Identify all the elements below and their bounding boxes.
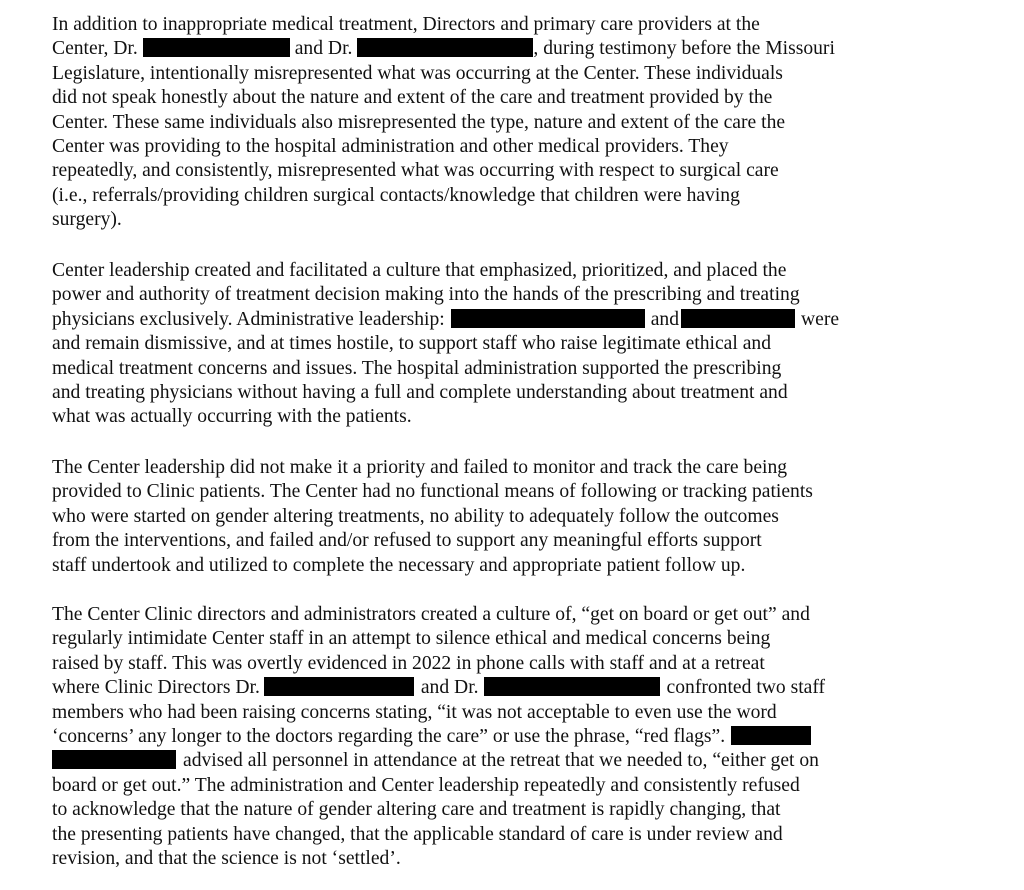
- text-segment: ‘concerns’ any longer to the doctors regarding the care” or use the phrase, “red flags”.: [52, 725, 726, 747]
- text-segment: physicians exclusively. Administrative leadership:: [52, 308, 445, 330]
- text-line: repeatedly, and consistently, misrepresented what was occurring with respect to surgical care: [52, 160, 779, 182]
- redaction-box: [52, 750, 176, 769]
- redaction-box: [484, 677, 660, 696]
- text-line: [52, 308, 1012, 332]
- text-segment: Center, Dr.: [52, 38, 138, 60]
- text-line: board or get out.” The administration and Center leadership repeatedly and consistently refused: [52, 774, 800, 796]
- text-line: In addition to inappropriate medical treatment, Directors and primary care providers at the: [52, 14, 760, 35]
- text-line: who were started on gender altering treatments, no ability to adequately follow the outcomes: [52, 505, 779, 527]
- text-segment: and Dr.: [420, 677, 479, 699]
- redaction-box: [731, 726, 811, 745]
- text-segment: where Clinic Directors Dr.: [52, 677, 260, 699]
- text-line: (i.e., referrals/providing children surgical contacts/knowledge that children were having: [52, 184, 740, 206]
- redaction-box: [357, 38, 533, 57]
- text-line: Center. These same individuals also misrepresented the type, nature and extent of the care the: [52, 111, 786, 133]
- text-line: from the interventions, and failed and/or refused to support any meaningful efforts support: [52, 530, 762, 552]
- text-segment: and: [650, 308, 679, 330]
- text-line: The Center leadership did not make it a priority and failed to monitor and track the care being: [52, 457, 788, 478]
- text-line: what was actually occurring with the patients.: [52, 406, 412, 428]
- paragraph-1: [52, 13, 1012, 233]
- text-line: [52, 37, 1012, 61]
- text-line: Center leadership created and facilitated a culture that emphasized, prioritized, and placed the: [52, 260, 787, 281]
- redaction-box: [681, 309, 795, 328]
- text-line: and remain dismissive, and at times hostile, to support staff who raise legitimate ethical and: [52, 333, 771, 355]
- text-segment: and Dr.: [294, 38, 353, 60]
- text-line: regularly intimidate Center staff in an attempt to silence ethical and medical concerns being: [52, 628, 771, 650]
- text-line: [52, 676, 1012, 700]
- redaction-box: [264, 677, 414, 696]
- paragraph-4: [52, 603, 1012, 871]
- text-line: [52, 749, 1012, 773]
- text-segment: confronted two staff: [666, 677, 826, 699]
- text-line: staff undertook and utilized to complete the necessary and appropriate patient follow up.: [52, 554, 746, 576]
- text-line: provided to Clinic patients. The Center had no functional means of following or tracking patients: [52, 481, 813, 503]
- redaction-box: [451, 309, 645, 328]
- text-line: The Center Clinic directors and administrators created a culture of, “get on board or get out” and: [52, 604, 810, 625]
- redaction-box: [143, 38, 290, 57]
- text-line: power and authority of treatment decision making into the hands of the prescribing and treating: [52, 284, 800, 306]
- text-segment: , during testimony before the Missouri: [533, 38, 835, 60]
- text-line: raised by staff. This was overtly evidenced in 2022 in phone calls with staff and at a retreat: [52, 652, 765, 674]
- text-segment: advised all personnel in attendance at the retreat that we needed to, “either get on: [183, 750, 819, 772]
- text-line: members who had been raising concerns stating, “it was not acceptable to even use the word: [52, 701, 777, 723]
- text-line: Legislature, intentionally misrepresented what was occurring at the Center. These individuals: [52, 62, 783, 84]
- text-line: Center was providing to the hospital administration and other medical providers. They: [52, 135, 729, 157]
- text-line: medical treatment concerns and issues. The hospital administration supported the prescribing: [52, 357, 782, 379]
- text-line: and treating physicians without having a full and complete understanding about treatment and: [52, 381, 788, 403]
- text-line: surgery).: [52, 209, 122, 231]
- text-line: did not speak honestly about the nature and extent of the care and treatment provided by the: [52, 87, 773, 109]
- text-line: the presenting patients have changed, that the applicable standard of care is under review and: [52, 823, 783, 845]
- paragraph-3: [52, 456, 1012, 578]
- paragraph-2: [52, 259, 1012, 430]
- text-line: revision, and that the science is not ‘settled’.: [52, 847, 401, 869]
- text-segment: were: [801, 308, 840, 330]
- text-line: [52, 725, 1012, 749]
- text-line: to acknowledge that the nature of gender altering care and treatment is rapidly changing, that: [52, 799, 781, 821]
